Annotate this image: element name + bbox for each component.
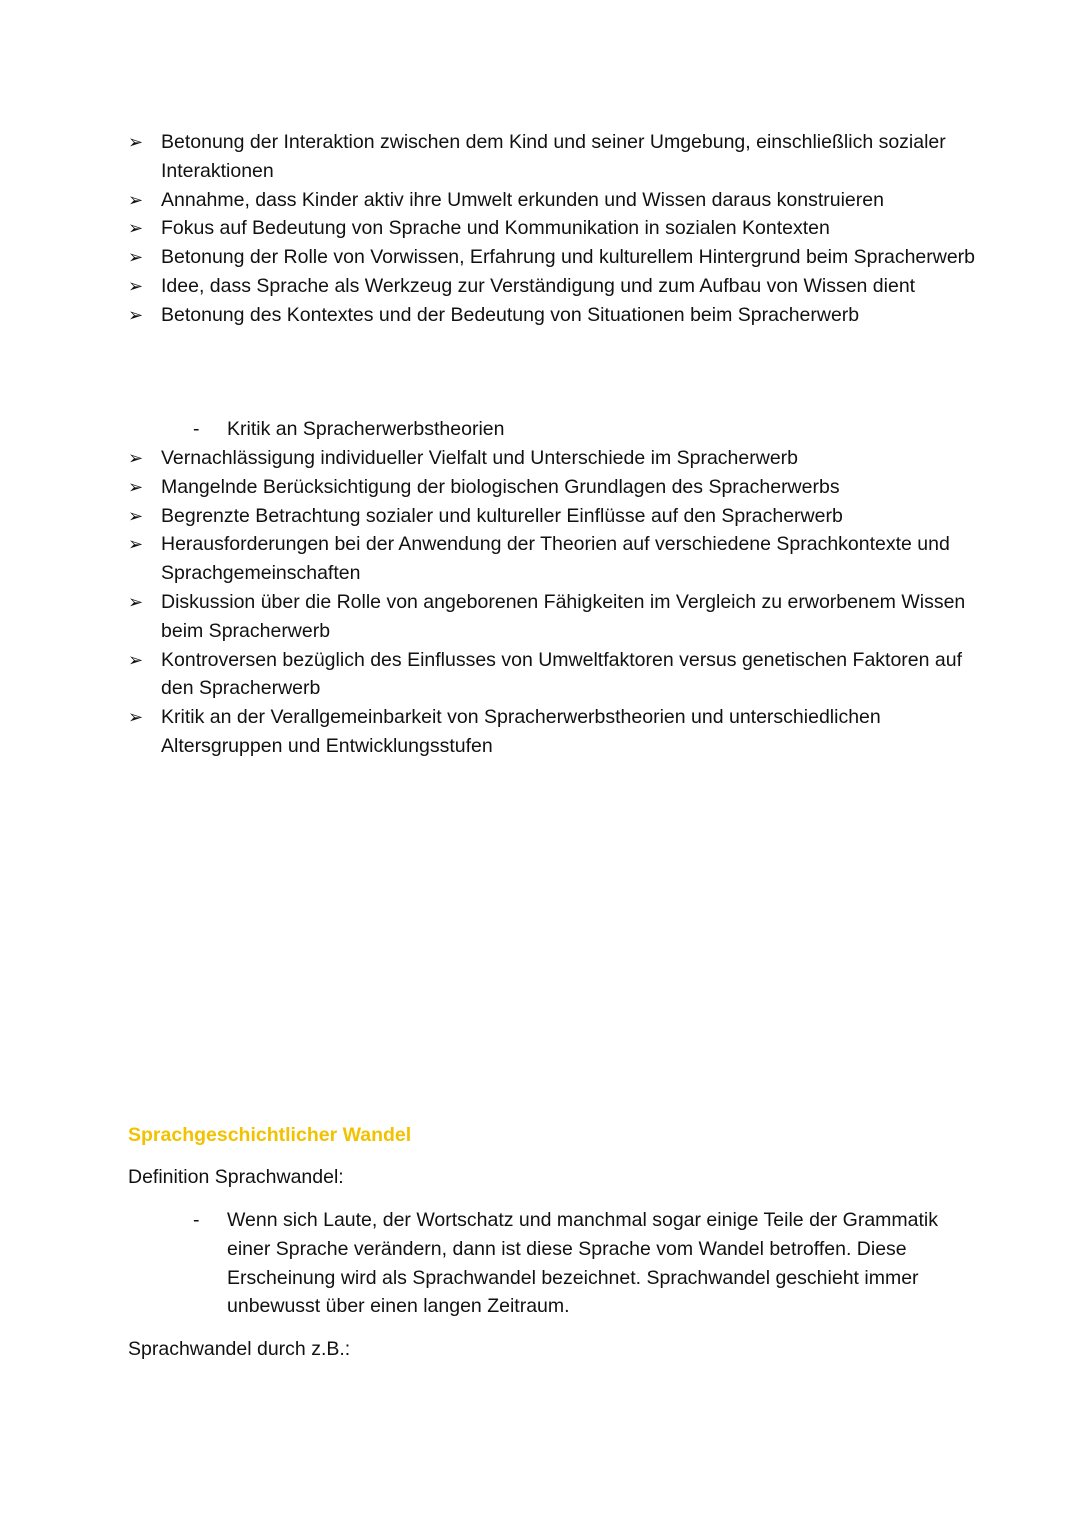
arrow-bullet-icon: ➢ [128,505,144,526]
list-item: ➢ Annahme, dass Kinder aktiv ihre Umwelt erkunden und Wissen daraus konstruieren [128,186,988,215]
list-item: ➢ Diskussion über die Rolle von angeborenen Fähigkeiten im Vergleich zu erworbenem Wissen beim Spracherwerb [128,588,988,646]
list-item: ➢ Kontroversen bezüglich des Einflusses von Umweltfaktoren versus genetischen Faktoren auf den Spracherwerb [128,646,988,704]
arrow-bullet-icon: ➢ [128,218,144,239]
kritik-subheading [193,415,953,444]
arrow-bullet-icon: ➢ [128,132,144,152]
list-item: ➢ Vernachlässigung individueller Vielfalt und Unterschiede im Spracherwerb [128,444,988,473]
definition-text: Wenn sich Laute, der Wortschatz und manchmal sogar einige Teile der Grammatik einer Sprache verändern, dann ist diese Sprache vom Wandel betroffen. Diese Erscheinung wird als Sprachwandel bezeichnet. Sprachwandel geschieht immer unbewusst über einen langen Zeitraum. [227,1209,939,1318]
list-item: ➢ Betonung des Kontextes und der Bedeutung von Situationen beim Spracherwerb [128,301,988,330]
arrow-bullet-icon: ➢ [128,304,144,325]
arrow-bullet-icon: ➢ [128,476,144,497]
arrow-bullet-icon: ➢ [128,649,144,670]
arrow-bullet-icon: ➢ [128,189,144,210]
sprachwandel-durch-label: Sprachwandel durch z.B.: [128,1338,351,1360]
kritik-label: Kritik an Spracherwerbstheorien [227,418,505,440]
list-item: ➢ Herausforderungen bei der Anwendung der Theorien auf verschiedene Sprachkontexte und Sprachgemeinschaften [128,530,988,588]
definition-item [193,1206,953,1321]
list-item: ➢ Betonung der Interaktion zwischen dem Kind und seiner Umgebung, einschließlich sozialer Interaktionen [128,128,988,186]
list-item: ➢ Betonung der Rolle von Vorwissen, Erfahrung und kulturellem Hintergrund beim Spracherwerb [128,243,988,272]
list-item: ➢ Idee, dass Sprache als Werkzeug zur Verständigung und zum Aufbau von Wissen dient [128,272,988,301]
list-item: ➢ Mangelnde Berücksichtigung der biologischen Grundlagen des Spracherwerbs [128,473,988,502]
features-list [128,128,988,330]
kritik-list [128,444,988,761]
list-item: ➢ Begrenzte Betrachtung sozialer und kultureller Einflüsse auf den Spracherwerb [128,502,988,531]
arrow-bullet-icon: ➢ [128,275,144,296]
dash-bullet: - [193,418,200,440]
dash-bullet: - [193,1209,200,1231]
arrow-bullet-icon: ➢ [128,247,144,268]
arrow-bullet-icon: ➢ [128,448,144,468]
list-item: ➢ Kritik an der Verallgemeinbarkeit von Spracherwerbstheorien und unterschiedlichen Altersgruppen und Entwicklungsstufen [128,703,988,761]
arrow-bullet-icon: ➢ [128,534,144,555]
list-item: ➢ Fokus auf Bedeutung von Sprache und Kommunikation in sozialen Kontexten [128,214,988,243]
arrow-bullet-icon: ➢ [128,707,144,728]
section-heading: Sprachgeschichtlicher Wandel [128,1124,412,1146]
definition-label: Definition Sprachwandel: [128,1166,344,1188]
arrow-bullet-icon: ➢ [128,591,144,612]
